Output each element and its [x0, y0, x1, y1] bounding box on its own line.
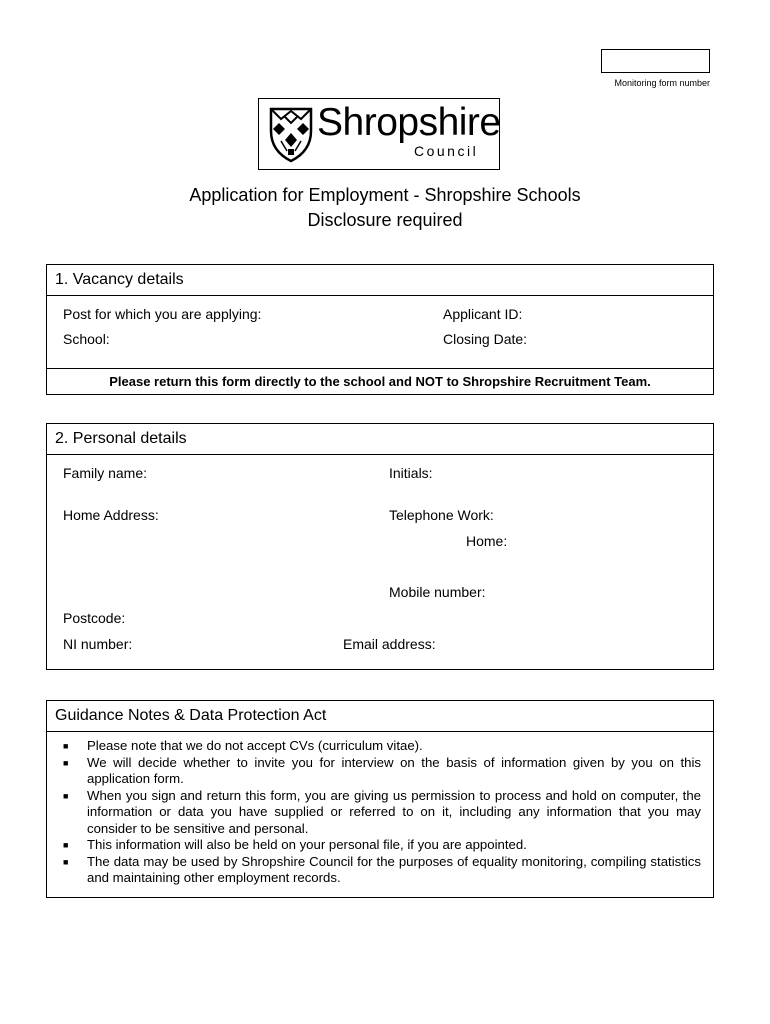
personal-details-section: [46, 423, 714, 670]
post-applying-label: Post for which you are applying:: [63, 306, 262, 322]
personal-details-heading: 2. Personal details: [47, 424, 713, 455]
list-item: ■ This information will also be held on your personal file, if you are appointed.: [63, 837, 527, 852]
list-item: ■ Please note that we do not accept CVs (curriculum vitae).: [63, 738, 423, 753]
school-label: School:: [63, 331, 110, 347]
ni-number-label: NI number:: [63, 636, 133, 652]
postcode-label: Postcode:: [63, 610, 126, 626]
telephone-work-label: Telephone Work:: [389, 507, 494, 523]
form-subtitle: Disclosure required: [307, 210, 463, 230]
home-address-label: Home Address:: [63, 507, 159, 523]
guidance-section: [46, 700, 714, 898]
closing-date-label: Closing Date:: [443, 331, 528, 347]
bullet-icon: ■: [63, 840, 69, 850]
list-item: ■ The data may be used by Shropshire Council for the purposes of equality monitoring, compiling statistics and maintaining other employment records.: [63, 853, 701, 885]
vacancy-details-section: [46, 264, 714, 395]
family-name-label: Family name:: [63, 465, 148, 481]
mobile-number-label: Mobile number:: [389, 584, 486, 600]
applicant-id-label: Applicant ID:: [443, 306, 523, 322]
list-item: ■ When you sign and return this form, you are giving us permission to process and hold on computer, the information or data you have supplied or referred to on it, including any information that you may consider to be sensitive and personal.: [63, 787, 701, 836]
bullet-icon: ■: [63, 856, 69, 867]
logo-wordmark: Shropshire: [317, 101, 501, 144]
list-item: ■ We will decide whether to invite you for interview on the basis of information given by you on this application form.: [63, 754, 701, 786]
form-title: Application for Employment - Shropshire Schools: [189, 185, 581, 205]
vacancy-details-heading: 1. Vacancy details: [47, 265, 713, 296]
return-notice: Please return this form directly to the school and NOT to Shropshire Recruitment Team.: [109, 374, 651, 389]
monitoring-form-number-label: Monitoring form number: [614, 78, 710, 88]
guidance-list: [61, 738, 701, 887]
initials-label: Initials:: [389, 465, 433, 481]
guidance-heading: Guidance Notes & Data Protection Act: [47, 701, 713, 732]
crest-icon: [267, 105, 315, 163]
email-address-label: Email address:: [343, 636, 436, 652]
logo-subtitle: Council: [414, 143, 479, 159]
bullet-icon: ■: [63, 741, 69, 751]
shropshire-council-logo: [258, 98, 500, 170]
bullet-icon: ■: [63, 757, 69, 768]
monitoring-form-number-field[interactable]: [601, 49, 710, 73]
bullet-icon: ■: [63, 790, 69, 801]
telephone-home-label: Home:: [466, 533, 508, 549]
